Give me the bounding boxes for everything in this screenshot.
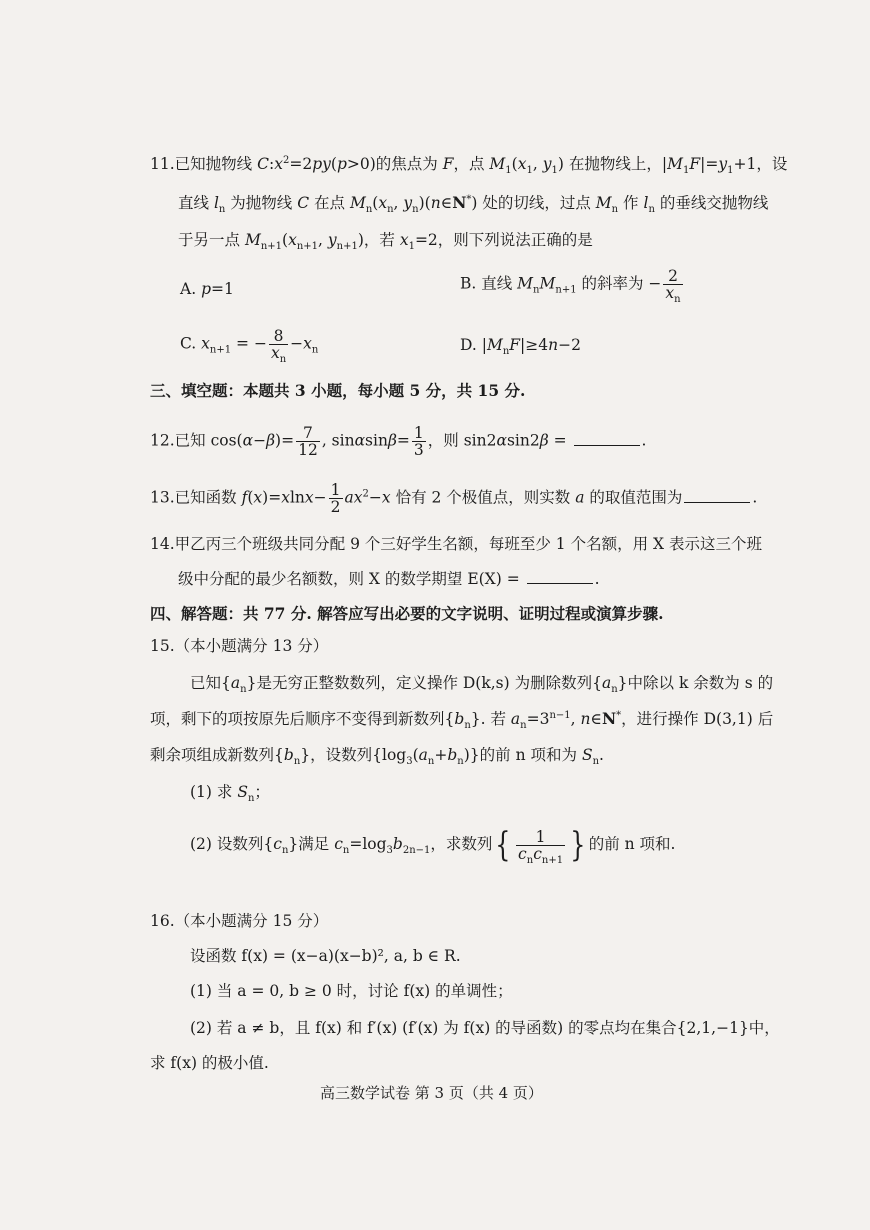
fraction: $\frac{1}{2}$ — [330, 481, 341, 516]
answer-blank — [574, 431, 640, 446]
page-footer: 高三数学试卷 第 3 页（共 4 页） — [320, 1084, 543, 1102]
q13: 13.已知函数 f(x)=xlnx− $\frac{1}{2}$ $ax^2-x$ 恰有 2 个极值点，则实数 a 的取值范围为 . — [150, 481, 758, 516]
q15-para-line3: 剩余项组成新数列$\{b_n\}$，设数列$\{\log_3(a_n+b_n)\}$的前 n 项和为 $S_n$. — [150, 746, 604, 767]
q16-header: 16.（本小题满分 15 分） — [150, 912, 329, 930]
fraction: $\frac{1}{3}$ — [413, 424, 424, 459]
q15-para-line1: 已知$\{a_n\}$是无穷正整数数列，定义操作 D(k,s) 为删除数列$\{a_n\}$中除以 k 余数为 s 的 — [190, 674, 774, 695]
q11-line2: 直线 $l_n$ 为抛物线 C 在点 $M_n(x_n$, $y_n)(n\in N^*)$ 处的切线，过点 $M_n$ 作 $l_n$ 的垂线交抛物线 — [178, 193, 769, 215]
q14-line2: 级中分配的最少名额数，则 X 的数学期望 E(X) = . — [178, 570, 600, 588]
section-heading-fill-blank: 三、填空题：本题共 3 小题，每小题 5 分，共 15 分. — [150, 381, 526, 400]
q11-option-d: D. $|M_nF|\ge 4n-2$ — [460, 336, 581, 357]
q11-line3: 于另一点 $M_{n+1}(x_{n+1}$, $y_{n+1}$)，若 $x_1=2$，则下列说法正确的是 — [178, 231, 593, 252]
answer-blank — [684, 488, 750, 503]
q11-option-c: C. $x_{n+1}$ = − $\frac{8}{x_n}$ $-x_n$ — [180, 327, 319, 365]
answer-blank — [527, 569, 593, 584]
q16-part2-cont: 求 f(x) 的极小值. — [150, 1054, 269, 1072]
q15-header: 15.（本小题满分 13 分） — [150, 637, 329, 655]
section-heading-solve: 四、解答题：共 77 分. 解答应写出必要的文字说明、证明过程或演算步骤. — [150, 604, 664, 623]
q12: 12.已知 cos(α−β)= $\frac{7}{12}$ , sinαsinβ= $\frac{1}{3}$ ，则 sin2αsin2β = . — [150, 424, 647, 459]
q16-part1: (1) 当 a = 0, b ≥ 0 时，讨论 f(x) 的单调性； — [190, 982, 513, 1000]
q15-para-line2: 项，剩下的项按原先后顺序不变得到新数列$\{b_n\}$. 若 $a_n=3^{n-1}$, n∈N*，进行操作 D(3,1) 后 — [150, 709, 774, 731]
fraction: $\frac{1}{c_nc_{n+1}}$ — [518, 827, 564, 866]
q14-line1: 14.甲乙丙三个班级共同分配 9 个三好学生名额，每班至少 1 个名额，用 X 表示这三个班 — [150, 535, 762, 553]
q11-option-a: A. p=1 — [180, 280, 234, 298]
q16-para: 设函数 f(x) = (x−a)(x−b)², a, b ∈ R. — [190, 947, 461, 965]
q15-part1: (1) 求 $S_n$； — [190, 783, 270, 804]
q15-part2: (2) 设数列$\{c_n\}$满足 $c_n=\log_3b_{2n-1}$，求数列{ $\frac{1}{c_nc_{n+1}}$ } 的前 n 项和. — [190, 825, 676, 866]
fraction: $\frac{7}{12}$ — [298, 424, 318, 459]
q11-line1: 11.已知抛物线 $C:x^2=2py(p>0)$的焦点为 F，点 $M_1(x_1$, $y_1$) 在抛物线上，$|M_1F|=y_1+1$，设 — [150, 155, 788, 176]
fraction: $\frac{2}{x_n}$ — [665, 267, 681, 305]
q11-option-b: B. 直线 $M_nM_{n+1}$ 的斜率为 − $\frac{2}{x_n}$ — [460, 267, 681, 305]
q16-part2: (2) 若 a ≠ b，且 f(x) 和 f′(x) (f′(x) 为 f(x) 的导函数) 的零点均在集合{2,1,−1}中， — [190, 1019, 780, 1037]
fraction: $\frac{8}{x_n}$ — [270, 327, 287, 365]
